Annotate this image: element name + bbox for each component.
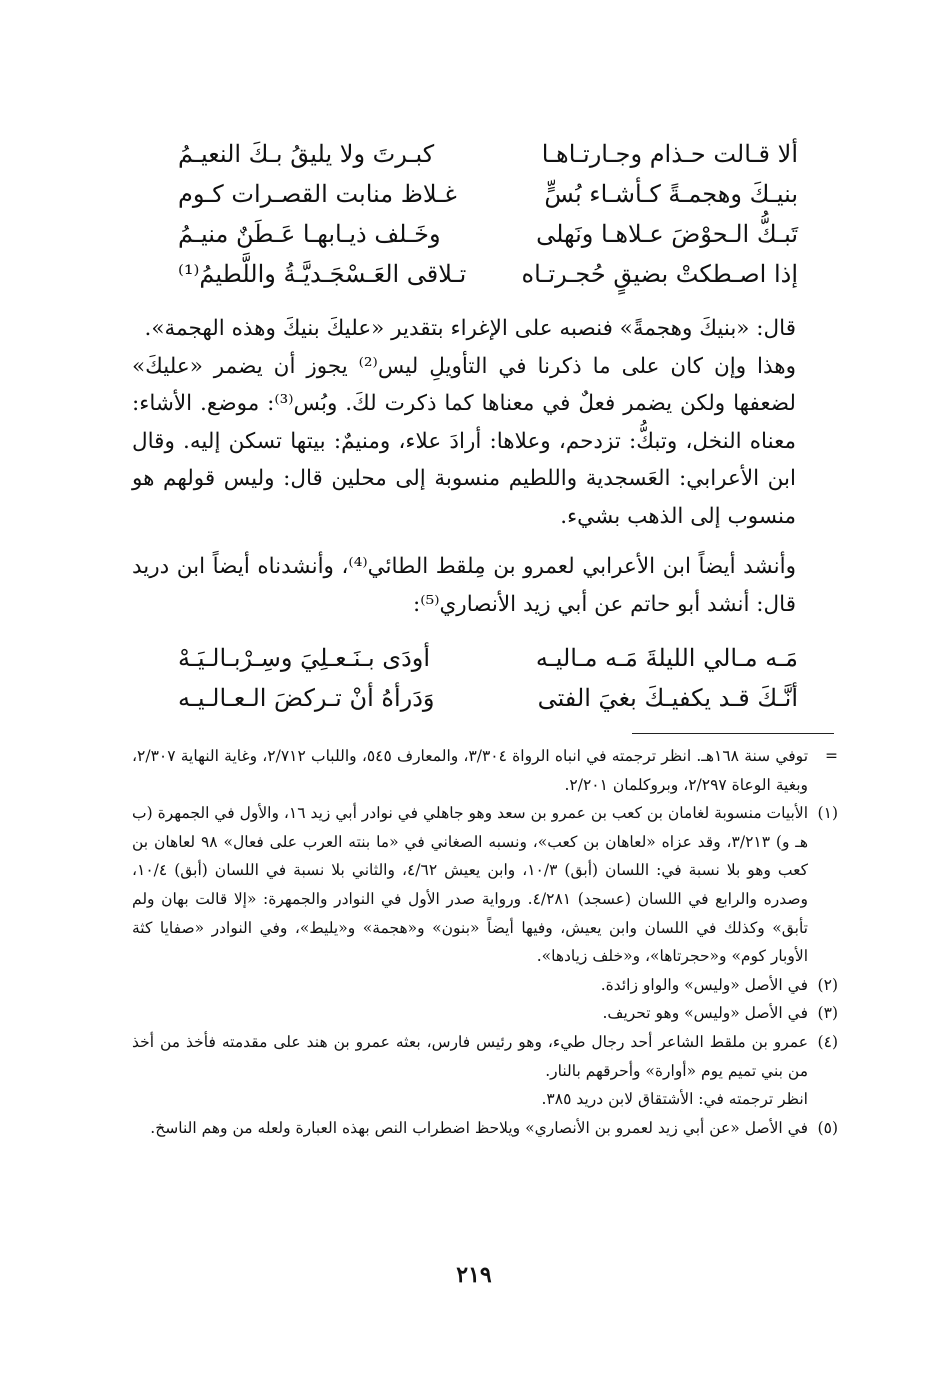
footnote-marker: (٥)	[817, 1118, 838, 1137]
verse-first-hemistich: إذا اصـطكتْ بضيقٍ حُجـرتـاه	[521, 260, 798, 288]
poem-block-2	[178, 638, 798, 718]
footnote-text: توفي سنة ١٦٨هـ. انظر ترجمته في انباه الرواة ٣/٣٠٤، والمعارف ٥٤٥، واللباب ٢/٧١٢، وغاية النهاية ٢/٣٠٧، وبغية الوعاة ٢/٢٩٧، وبروكلمان ٢/٢٠١.	[132, 747, 809, 794]
verse-second-hemistich: أودَى بـنَـعـلِيَ وسِـرْبـالـيَـهْ	[178, 644, 431, 672]
footnote-3	[132, 999, 838, 1028]
narration-paragraph	[132, 548, 796, 623]
footnote-marker: (٤)	[817, 1032, 838, 1051]
poem-verse	[178, 134, 798, 174]
footnote-4	[132, 1028, 838, 1114]
footnote-text: انظر ترجمته في: الأشتقاق لابن دريد ٣٨٥.	[541, 1090, 808, 1109]
poem-verse	[178, 638, 798, 678]
footnote-continuation	[132, 742, 838, 799]
verse-second-hemistich: تـلاقى العَـسْجَـديَّـةُ واللَّطيمُ⁽¹⁾	[178, 260, 467, 288]
verse-second-hemistich: وَدَرأهُ أنْ تـركضَ الـعـالـيـه	[178, 684, 435, 712]
narration-text: وأنشد أيضاً ابن الأعرابي لعمرو بن مِلقط الطائي⁽⁴⁾، وأنشدناه أيضاً ابن دريد قال: أنشد أبو حاتم عن أبي زيد الأنصاري⁽⁵⁾:	[132, 554, 796, 617]
footnote-5	[132, 1114, 838, 1143]
footnote-text: في الأصل «وليس» والواو زائدة.	[600, 975, 808, 994]
poem-verse	[178, 174, 798, 214]
page-number: ٢١٩	[456, 1262, 492, 1288]
footnote-divider	[632, 733, 834, 734]
poem-verse	[178, 214, 798, 254]
poem-verse	[178, 254, 798, 294]
footnote-text: في الأصل «وليس» وهو تحريف.	[602, 1004, 808, 1023]
commentary-text: وهذا وإن كان على ما ذكرنا في التأويلِ ليس⁽²⁾ يجوز أن يضمر «عليكَ» لضعفها ولكن يضمر فعلٌ في معناها كما ذكرت لكَ. وبُس⁽³⁾: موضع. الأشاء: معناه النخل، وتبكُّ: تزدحم، وعلاها: أرادَ علاء، ومنيمٌ: بيتها تسكن إليه. وقال ابن الأعرابي: العَسجدية واللطيم منسوبة إلى محلين قال: وليس قولهم هو منسوب إلى الذهب بشيء.	[132, 353, 797, 529]
verse-first-hemistich: بنيـكَ وهجمـةً كـأشـاء بُسٍّ	[544, 180, 798, 208]
footnote-1	[132, 799, 838, 971]
verse-first-hemistich: تَبـكُّ الـحوْضَ عـلاهـا ونَهلى	[536, 220, 798, 248]
footnotes-section	[132, 742, 838, 1142]
footnote-text: في الأصل «عن أبي زيد لعمرو بن الأنصاري» ويلاحظ اضطراب النص بهذه العبارة ولعله من وهم الناسخ.	[150, 1118, 808, 1137]
verse-first-hemistich: أنَّـكَ قـد يكفيـكَ بغيَ الفتى	[537, 684, 798, 712]
footnote-marker: (١)	[817, 804, 838, 823]
footnote-marker: (٢)	[817, 975, 838, 994]
verse-second-hemistich: كبـرتَ ولا يليقُ بـكَ النعيـمُ	[178, 140, 435, 168]
poem-verse	[178, 678, 798, 718]
footnote-marker: (٣)	[817, 1004, 838, 1023]
footnote-marker: =	[825, 747, 838, 765]
verse-first-hemistich: مَـه مـالي الليلةَ مَـه مـاليـه	[535, 644, 798, 672]
footnote-text: الأبيات منسوبة لغامان بن كعب بن عمرو بن سعد وهو جاهلي في نوادر أبي زيد ١٦، والأول في الجمهرة (ب هـ و) ٣/٢١٣، وقد عزاه «لعاهان بن كعب»، ونسبه الصغاني في «ما بنته العرب على فعال» ٩٨ لعاهان بن كعب وهو بلا نسبة في: اللسان (أبق) ١٠/٣، وابن يعيش ٤/٦٢، والثاني بلا نسبة في اللسان (أبق) ١٠/٤، وصدره والرابع في اللسان (عسجد) ٤/٢٨١. ورواية صدر الأول في النوادر والجمهرة: «إلا قالت بهان ولم تأبق» وكذلك في اللسان وابن يعيش، وفيها أيضاً «بنون» و«هجمة» و«يليط»، وفي النوادر «صفايا كثة الأوبار كوم» و«حجرتاها»، و«خلف زيادها».	[132, 804, 808, 966]
poem-block-1	[178, 134, 798, 294]
footnote-2	[132, 971, 838, 1000]
verse-second-hemistich: غـلاظ منابت القصـرات كـوم	[178, 180, 457, 208]
verse-first-hemistich: ألا قـالت حـذام وجـارتـاهـا	[541, 140, 798, 168]
verse-second-hemistich: وخَـلف ذيـابهـا عَـطَنٌ منيـمُ	[178, 220, 441, 248]
commentary-paragraph	[132, 310, 796, 535]
footnote-text: عمرو بن ملقط الشاعر أحد رجال طيء، وهو رئيس فارس، بعثه عمرو بن هند على مقدمته فأخذ من أخذ من بني تميم يوم «أوارة» وأحرقهم بالنار.	[132, 1032, 808, 1080]
commentary-line: قال: «بنيكَ وهجمةً» فنصبه على الإغراء بتقدير «عليكَ بنيكَ وهذه الهجمة».	[144, 316, 796, 341]
